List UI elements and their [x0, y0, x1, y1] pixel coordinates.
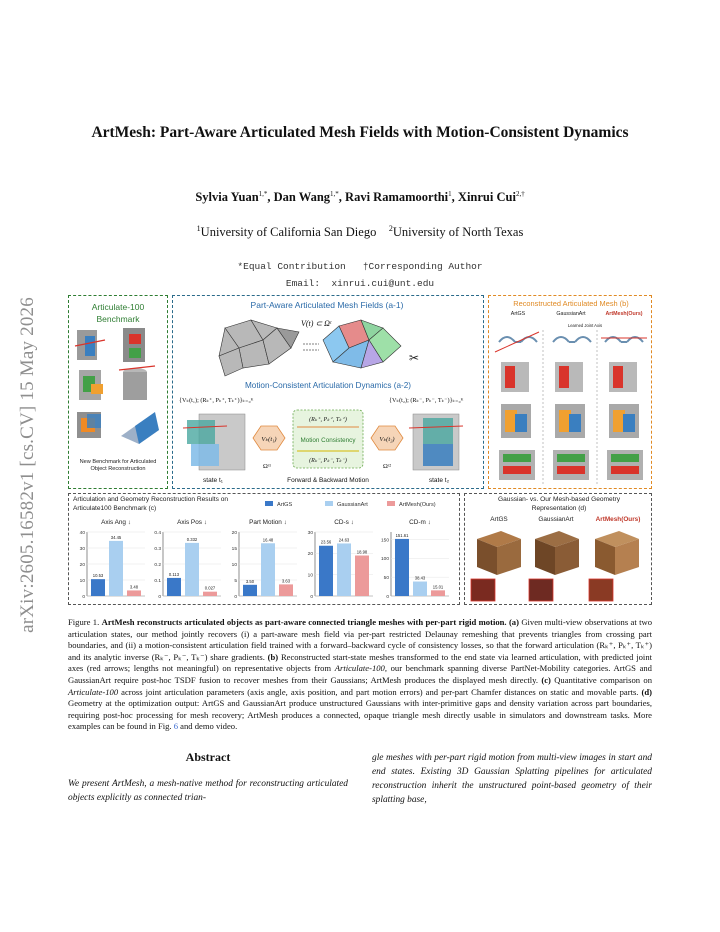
bar-value-label: 0.113	[168, 571, 180, 577]
a2-left-formula: {Vₖ(t₁); (Rₖ⁺, Pₖ⁺, Tₖ⁺)}ₖ₌₀ᴷ	[179, 397, 254, 404]
affiliation: University of North Texas	[392, 225, 524, 240]
y-tick-label: 10	[79, 578, 85, 584]
bar	[167, 578, 181, 596]
panel-b-col: ArtGS	[510, 311, 526, 317]
omega-left: Ωᵗ¹	[263, 463, 272, 470]
object-drawer-1	[79, 370, 103, 400]
bar	[185, 543, 199, 596]
y-tick-label: 0.4	[154, 530, 161, 536]
figure-1	[68, 294, 652, 606]
bar	[395, 539, 409, 596]
panel-d-col: GaussianArt	[538, 516, 574, 523]
cabinet-start	[183, 414, 245, 470]
affiliation: University of California San Diego	[200, 225, 377, 240]
figure-caption	[68, 617, 652, 733]
arxiv-stamp	[8, 250, 48, 680]
caption-text-d2: and demo video.	[178, 721, 238, 732]
zoom-patch-artmesh	[589, 579, 613, 601]
subplot-title: CD-m ↓	[409, 519, 431, 526]
a1-formula: V(t) ⊂ Ωᵗ	[301, 319, 332, 328]
panel-geometry	[464, 493, 652, 605]
a2-center-top: (Rₖ⁺, Pₖ⁺, Tₖ⁺)	[309, 417, 347, 423]
subplot-title: Axis Ang ↓	[101, 519, 131, 526]
bar-value-label: 0.027	[204, 585, 216, 591]
panel-benchmark-title: Articulate-100 Benchmark	[91, 302, 145, 324]
caption-text-c2: across joint articulation parameters (axis angle, axis position, and part motion errors) and per-part Chamfer distances on static and movable parts.	[118, 686, 642, 697]
bar-value-label: 15.01	[432, 584, 444, 590]
y-tick-label: 5	[234, 578, 237, 584]
legend-swatch	[325, 501, 333, 506]
hex-right-label: Vₖ(t₂)	[379, 436, 395, 443]
reconstruction-grid	[489, 328, 651, 488]
paper-title: ArtMesh: Part-Aware Articulated Mesh Fields with Motion-Consistent Dynamics	[91, 124, 629, 141]
gaussianart-cube	[535, 531, 579, 575]
panel-c-title: Articulation and Geometry Reconstruction Results on Articulate100 Benchmark (c)	[73, 496, 229, 512]
colored-mesh	[323, 320, 401, 368]
joint-axis-label: Learned Joint Axis	[567, 323, 603, 328]
arxiv-id: arXiv:2605.16582v1 [cs.CV] 15 May 2026	[17, 297, 38, 633]
bar-value-label: 10.53	[92, 573, 104, 579]
bar	[355, 556, 369, 596]
y-tick-label: 50	[383, 575, 389, 581]
author-name: Sylvia Yuan	[195, 190, 259, 205]
panel-a1-title: Part-Aware Articulated Mesh Fields (a-1)	[250, 300, 404, 310]
cabinet-row-3	[499, 450, 643, 480]
caption-text-c1: Quantitative comparison on	[550, 674, 652, 685]
zoom-patch-artgs	[471, 579, 495, 601]
a2-center-label: Motion Consistency	[300, 437, 356, 444]
abstract-left-column: We present ArtMesh, a mesh-native method for reconstructing articulated objects explicitly as connected trian-	[68, 779, 348, 803]
legend-label: GaussianArt	[337, 502, 368, 508]
y-tick-label: 40	[79, 530, 85, 536]
caption-text-a: Given multi-view observations at two articulation states, our method jointly recovers (i) a part-aware mesh field via per-part restricted Delaunay remeshing that prevents triangles from crossing part boundaries, and (ii) a motion-consistent articulation field trained with a forward–backward cycle of consistency losses, so that the forward articulation (Rₖ⁺, Pₖ⁺, Tₖ⁺) and its analytic inverse (Rₖ⁻, Pₖ⁻, Tₖ⁻) share gradients.	[68, 617, 652, 662]
geometry-comparison	[465, 525, 651, 605]
caption-text-d1: Geometry at the optimization output: ArtGS and GaussianArt produce unstructured Gaussians with inter-primitive gaps and density variation across part boundaries, requiring post-hoc processing for mesh recovery; ArtMesh produces a connected, opaque triangle mesh directly usable in simulators and downstream tasks. More examples can be found in Fig.	[68, 698, 652, 732]
legend-swatch	[387, 501, 395, 506]
contribution-notes: *Equal Contribution †Corresponding Author	[237, 261, 483, 272]
abstract-right-column: gle meshes with per-part rigid motion from multi-view images in start and end states. Existing 3D Gaussian Splatting pipelines for articulated reconstruction inherit the unstructured point-based geometry of their splatting base,	[372, 753, 652, 805]
fig-ref-link[interactable]: 6	[173, 721, 179, 732]
legend-label: ArtGS	[277, 502, 293, 508]
y-tick-label: 150	[380, 538, 389, 544]
panel-results-chart	[68, 493, 460, 605]
object-trashcan	[119, 366, 155, 400]
author-sup: 1	[448, 190, 452, 198]
bar-value-label: 16.48	[262, 537, 274, 543]
panel-benchmark-caption: New Benchmark for Articulated Object Reconstruction	[79, 459, 157, 472]
omega-right: Ωᵗ²	[383, 463, 392, 470]
panel-benchmark	[68, 295, 168, 489]
bar-value-label: 0.332	[186, 536, 198, 542]
artgs-cube	[477, 531, 521, 575]
affil-sup: 1	[196, 224, 201, 233]
y-tick-label: 30	[79, 546, 85, 552]
author-name: Xinrui Cui	[457, 190, 516, 205]
bar	[431, 590, 445, 596]
y-tick-label: 100	[380, 557, 389, 563]
a1-arrows	[303, 344, 319, 350]
caption-part-d: (d)	[641, 686, 652, 697]
subplot-title: Axis Pos ↓	[177, 519, 207, 526]
bar-value-label: 23.56	[320, 539, 332, 545]
y-tick-label: 0	[158, 594, 161, 600]
object-laptop	[121, 412, 159, 444]
legend-label: ArtMesh(Ours)	[399, 502, 436, 508]
panel-a2-title: Motion-Consistent Articulation Dynamics (a-2)	[244, 381, 412, 390]
y-tick-label: 0.1	[154, 578, 161, 584]
panel-b-col-ours: ArtMesh(Ours)	[605, 311, 643, 317]
state-end-label: state t₂	[428, 477, 450, 484]
caption-label: Figure 1.	[68, 617, 100, 627]
subplot-title: CD-s ↓	[334, 519, 354, 526]
y-tick-label: 20	[231, 530, 237, 536]
author-list: Sylvia Yuan$^{1,*}$, Dan Wang$^{1,*}$, Ravi Ramamoorthi$^1$, Xinrui Cui$^{2,\dagger}$	[195, 190, 525, 205]
benchmark-objects-illustration	[69, 326, 169, 456]
panel-d-col-ours: ArtMesh(Ours)	[595, 516, 641, 523]
fb-motion-label: Forward & Backward Motion	[287, 477, 369, 484]
author-sup: 1,*	[258, 190, 268, 198]
bar-value-label: 38.43	[414, 575, 426, 581]
y-tick-label: 30	[307, 530, 313, 536]
state-start-label: state t₁	[203, 477, 223, 484]
author-sup: 1,*	[330, 190, 339, 198]
caption-part-a: (a)	[508, 617, 519, 627]
panel-b-col: GaussianArt	[556, 311, 586, 317]
y-tick-label: 0	[310, 594, 313, 600]
bar-value-label: 3.50	[245, 578, 255, 584]
object-box-1	[77, 412, 101, 438]
subplot-title: Part Motion ↓	[249, 519, 287, 526]
bar	[91, 579, 105, 596]
cabinet-row-2	[501, 404, 639, 438]
caption-text-b2: , our benchmark spanning diverse PartNet-Mobility categories. ArtGS and GaussianArt require post-hoc TSDF fusion to recover meshes from their Gaussians; ArtMesh produces the displayed mesh directly.	[68, 663, 652, 685]
affil-sup: 2	[388, 224, 393, 233]
artmesh-cube	[595, 531, 639, 575]
y-tick-label: 20	[307, 552, 313, 558]
y-tick-label: 0	[82, 594, 85, 600]
cabinet-end	[409, 414, 463, 470]
bar	[127, 590, 141, 596]
bar-value-label: 3.63	[281, 578, 291, 584]
bar-value-label: 18.98	[356, 549, 368, 555]
method-illustration	[173, 306, 483, 486]
y-tick-label: 10	[307, 573, 313, 579]
caption-part-c: (c)	[541, 674, 551, 685]
y-tick-label: 0	[234, 594, 237, 600]
author-sup: 2,†	[515, 190, 525, 198]
affiliations	[90, 224, 630, 240]
bar	[261, 543, 275, 596]
glasses-row	[495, 332, 647, 352]
bar-chart-svg	[69, 494, 459, 604]
panel-b-title: Reconstructed Articulated Mesh (b)	[513, 299, 629, 308]
y-tick-label: 10	[231, 562, 237, 568]
bar	[243, 585, 257, 596]
y-tick-label: 20	[79, 562, 85, 568]
caption-italic-b: Articulate-100	[334, 663, 385, 674]
object-cabinet-1	[75, 330, 105, 360]
bar	[413, 582, 427, 596]
zoom-patch-gaussianart	[529, 579, 553, 601]
y-tick-label: 15	[231, 546, 237, 552]
hex-left-label: Vₖ(t₁)	[261, 436, 277, 443]
bar-value-label: 34.45	[110, 534, 122, 540]
panel-d-col: ArtGS	[490, 516, 508, 523]
y-tick-label: 0.3	[154, 546, 161, 552]
email-line[interactable]: Email: xinrui.cui@unt.edu	[285, 278, 435, 289]
panel-d-title: Gaussian- vs. Our Mesh-based Geometry Representation (d)	[497, 496, 621, 512]
y-tick-label: 0.2	[154, 562, 161, 568]
panel-reconstruction	[488, 295, 652, 489]
bar	[337, 543, 351, 596]
gray-mesh	[219, 320, 299, 376]
bar	[279, 584, 293, 596]
a2-center-bottom: (Rₖ⁻, Pₖ⁻, Tₖ⁻)	[309, 458, 347, 464]
a2-right-formula: {Vₖ(t₂); (Rₖ⁻, Pₖ⁻, Tₖ⁻)}ₖ₌₀ᴷ	[389, 397, 464, 404]
legend-swatch	[265, 501, 273, 506]
bar-value-label: 151.61	[395, 532, 409, 538]
caption-part-b: (b)	[267, 651, 279, 662]
author-name: Ravi Ramamoorthi	[345, 190, 449, 205]
scissors-icon: ✂	[409, 351, 420, 365]
author-name: Dan Wang	[273, 190, 331, 205]
bar	[203, 592, 217, 596]
y-tick-label: 0	[386, 594, 389, 600]
object-cabinet-2	[123, 328, 145, 362]
bar-value-label: 3.48	[129, 584, 139, 590]
bar-value-label: 24.63	[338, 537, 350, 543]
abstract-heading: Abstract	[185, 750, 231, 764]
caption-text-b1: Reconstructed start-state meshes transformed to the end state via learned articulation, with predicted joint axes (red arrows; lengths not meaningful) on representative objects from	[68, 651, 652, 674]
caption-italic-c: Articulate-100	[68, 686, 119, 697]
bar	[109, 541, 123, 596]
caption-lead: ArtMesh reconstructs articulated objects as part-aware connected triangle meshes with per-part rigid motion.	[101, 617, 507, 627]
bar	[319, 546, 333, 596]
panel-method	[172, 295, 484, 489]
cabinet-row-1	[501, 362, 637, 392]
